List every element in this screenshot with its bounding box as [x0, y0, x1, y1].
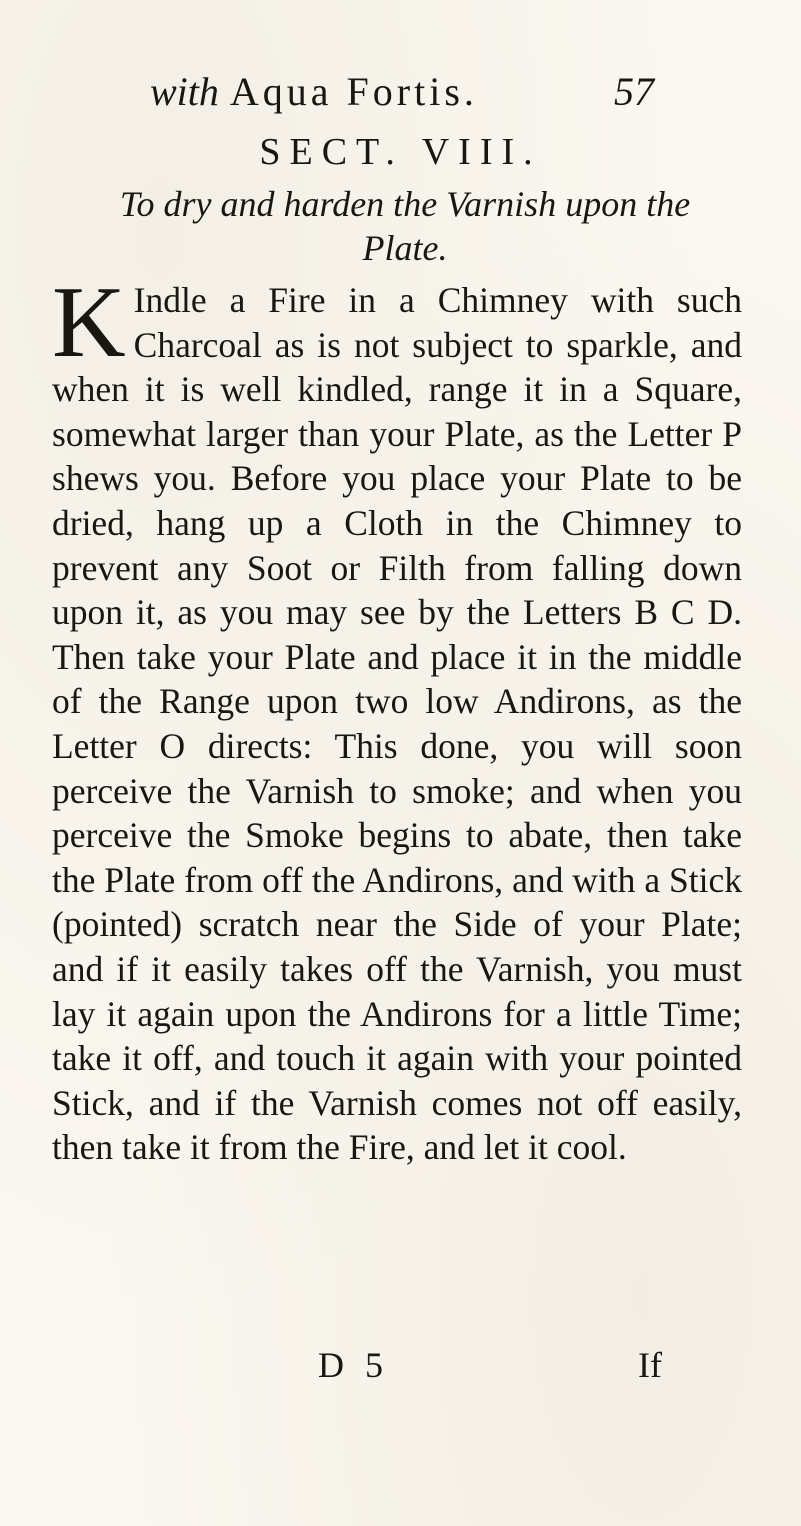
subtitle-line-2: Plate.	[362, 228, 448, 268]
section-heading: SECT. VIII.	[259, 131, 542, 173]
section-subtitle	[60, 182, 750, 270]
page-number: 57	[614, 69, 654, 114]
signature-mark: D 5	[318, 1345, 389, 1385]
running-head-small-caps: Aqua Fortis.	[229, 69, 478, 114]
catchword: If	[638, 1345, 662, 1385]
running-head-title	[150, 68, 478, 115]
body-paragraph	[52, 266, 742, 1170]
subtitle-line-1: To dry and harden the Varnish upon the	[119, 184, 691, 224]
page-footer	[0, 1344, 801, 1404]
running-head-italic: with	[150, 69, 219, 114]
body-text: Indle a Fire in a Chimney with such Charcoal as is not subject to sparkle, and when it is well kindled, range it in a Square, somewhat larger than your Plate, as the Letter P shews you. Before you place your Plate to be dried, hang up a Cloth in the Chimney to prevent any Soot or Filth from falling down upon it, as you may see by the Letters B C D. Then take your Plate and place it in the middle of the Range upon two low Andirons, as the Letter O directs: This done, you will soon perceive the Varnish to smoke; and when you perceive the Smoke begins to abate, then take the Plate from off the Andirons, and with a Stick (pointed) scratch near the Side of your Plate; and if it easily takes off the Varnish, you must lay it again upon the Andirons for a little Time; take it off, and touch it again with your pointed Stick, and if the Varnish comes not off easily, then take it from the Fire, and let it cool.	[52, 280, 742, 1168]
running-head	[0, 68, 801, 118]
drop-cap: K	[52, 266, 126, 379]
